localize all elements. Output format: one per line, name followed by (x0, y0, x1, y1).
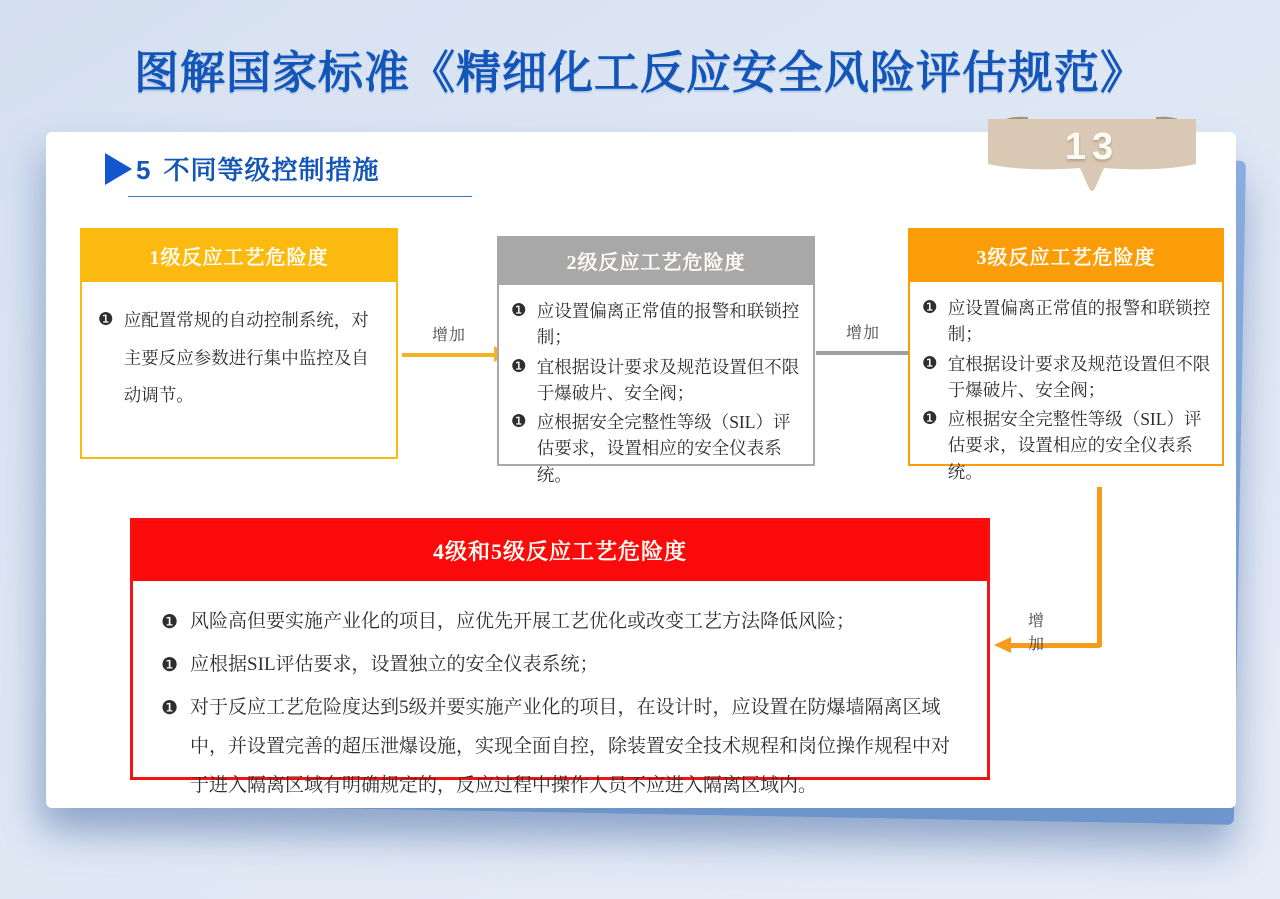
increase-arrow-right-2 (816, 320, 910, 355)
circled-one-icon: ❶ (98, 310, 114, 330)
level2-box-body (499, 285, 813, 488)
page-number-ribbon (968, 106, 1216, 202)
list-item-text: 应根据安全完整性等级（SIL）评估要求，设置相应的安全仪表系统。 (536, 412, 791, 485)
list-item (922, 406, 1216, 485)
list-item-text: 应配置常规的自动控制系统，对主要反应参数进行集中监控及自动调节。 (123, 310, 369, 406)
list-item-text: 宜根据设计要求及规范设置但不限于爆破片、安全阀； (536, 356, 800, 403)
level1-box (80, 228, 398, 459)
list-item (922, 295, 1216, 348)
page-title: 图解国家标准《精细化工反应安全风险评估规范》 (133, 47, 1146, 98)
list-item (98, 302, 382, 415)
arrow-label: 增加 (431, 327, 466, 344)
level45-box-body (133, 581, 987, 806)
arrow-label: 增加 (845, 325, 880, 342)
section-header (105, 150, 379, 187)
circled-one-icon: ❶ (511, 301, 527, 321)
list-item-text: 应设置偏离正常值的报警和联锁控制； (536, 301, 800, 348)
level3-box (908, 228, 1224, 482)
list-item (161, 603, 963, 642)
circled-one-icon: ❶ (511, 356, 527, 377)
list-item (511, 409, 807, 488)
circled-one-icon: ❶ (922, 298, 938, 318)
right-arrow-icon (402, 353, 496, 357)
list-item (511, 298, 807, 351)
list-item (511, 354, 807, 407)
section-title-text: 不同等级控制措施 (163, 155, 380, 185)
circled-one-icon: ❶ (161, 653, 179, 676)
section-title (136, 150, 379, 187)
section-underline (128, 196, 472, 197)
level3-box-header: 3级反应工艺危险度 (910, 230, 1222, 282)
list-item-text: 风险高但要实施产业化的项目，应优先开展工艺优化或改变工艺方法降低风险； (190, 611, 856, 632)
circled-one-icon: ❶ (922, 353, 938, 374)
down-arrow-line (1097, 487, 1102, 647)
list-item (161, 689, 963, 806)
page-number: 13 (1064, 126, 1120, 168)
level2-box-header: 2级反应工艺危险度 (499, 238, 813, 285)
left-arrowhead-icon (994, 637, 1011, 653)
list-item-text: 应设置偏离正常值的报警和联锁控制； (947, 298, 1211, 345)
content-card (46, 132, 1236, 808)
circled-one-icon: ❶ (922, 409, 938, 429)
list-item-text: 对于反应工艺危险度达到5级并要实施产业化的项目，在设计时，应设置在防爆墙隔离区域中，并设置完善的超压泄爆设施，实现全面自控，除装置安全技术规程和岗位操作规程中对于进入隔离区域有明确规定的，反应过程中操作人员不应进入隔离区域内。 (190, 696, 951, 796)
level3-box-body (910, 282, 1222, 485)
down-arrow-line (1010, 643, 1100, 648)
list-item (161, 646, 963, 685)
level2-box (497, 236, 815, 485)
level1-box-body (82, 282, 396, 415)
circled-one-icon: ❶ (511, 412, 527, 432)
circled-one-icon: ❶ (161, 696, 179, 719)
list-item-text: 应根据安全完整性等级（SIL）评估要求，设置相应的安全仪表系统。 (947, 409, 1202, 482)
circled-one-icon: ❶ (161, 611, 179, 633)
increase-arrow-right-1 (402, 322, 496, 357)
list-item-text: 应根据SIL评估要求，设置独立的安全仪表系统； (190, 653, 599, 675)
list-item (922, 351, 1216, 404)
section-number: 5 (136, 155, 152, 185)
arrow-label: 增加 (1028, 613, 1046, 653)
level1-box-header: 1级反应工艺危险度 (82, 230, 396, 282)
level45-box (130, 518, 990, 796)
level45-box-header: 4级和5级反应工艺危险度 (133, 521, 987, 581)
play-triangle-icon (105, 153, 132, 185)
right-arrow-icon (816, 351, 910, 355)
list-item-text: 宜根据设计要求及规范设置但不限于爆破片、安全阀； (947, 353, 1211, 400)
